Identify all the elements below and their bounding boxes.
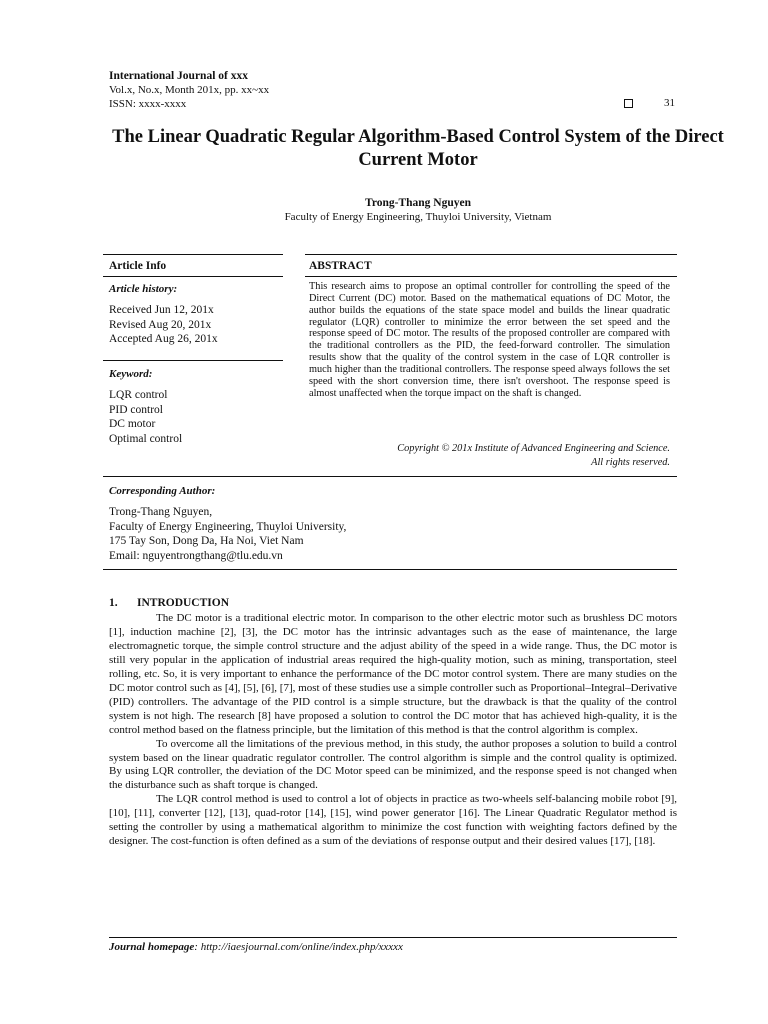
journal-homepage	[109, 941, 403, 953]
copyright-rights: All rights reserved.	[591, 457, 670, 468]
article-info-heading: Article Info	[109, 260, 167, 272]
paragraph: The LQR control method is used to control a lot of objects in practice as two-wheels self-balancing mobile robot [9], [10], [11], converter [12], [13], quad-rotor [14], [15], wind power generator [16]. The Linear Quadratic Regulator method is setting the controller by using a mathematical algorithm to minimize the cost function with weighting factors defined by the designer. The cost-function is often defined as a sum of the deviations of response output and their desired values [17], [18].	[109, 793, 677, 848]
copyright-notice	[309, 442, 670, 470]
keyword-item: LQR control	[109, 389, 168, 401]
section-number: 1.	[109, 597, 118, 609]
section-heading	[109, 597, 229, 609]
paragraph: The DC motor is a traditional electric motor. In comparison to the other electric motor such as brushless DC motors [1], induction machine [2], [3], the DC motor has the intrinsic advantages such as the ease of maintenance, the large electromagnetic torque, the simple control structure and the adjust ability of the speed in a wide range. Thus, the DC motor is still very popular in the application of industrial areas required the high-quality motion, such as mining, transportation, steel rolling, etc. So, it is very important to enhance the performance of the DC motor control system. There are many studies on the DC motor control such as [4], [5], [6], [7], most of these studies use a simple controller such as Proportional–Integral–Derivative (PID) controllers. The advantage of the PID control is a simple structure, but the drawback is that the quality of the control system is not high. The research [8] have proposed a solution to control the DC motor that has achieved high-quality, it is the control method based on the flatness principle, but the limitation of this method is that the control algorithm is complex.	[109, 612, 677, 736]
abstract-text: This research aims to propose an optimal controller for controlling the speed of the Direct Current (DC) motor. Based on the mathematical equations of DC Motor, the author builds the equations of the state space model and builds the linear quadratic regulator (LQR) controller to minimize the error between the set speed and the response speed of DC motor. The results of the proposed controller are compared with the traditional controllers as the PID, the feed-forward controller. The simulation results show that the quality of the control system in the case of LQR controller is much higher than the traditional controllers. The response speed always follows the set speed with the short conversion time, there isn't overshoot. The response speed is almost unaffected when the torque impact on the shaft is changed.	[309, 281, 670, 399]
keyword-item: PID control	[109, 403, 163, 416]
corresponding-address: 175 Tay Son, Dong Da, Ha Noi, Viet Nam	[109, 535, 304, 547]
corresponding-top-rule	[103, 476, 677, 477]
journal-issn: ISSN: xxxx-xxxx	[109, 98, 187, 110]
footer-rule	[109, 937, 677, 938]
article-info-rule	[103, 276, 283, 277]
abstract-rule	[305, 276, 677, 277]
keyword-list	[109, 388, 182, 446]
copyright-line: Copyright © 201x Institute of Advanced Engineering and Science.	[397, 443, 670, 454]
history-received: Received Jun 12, 201x	[109, 304, 214, 316]
homepage-link[interactable]: http://iaesjournal.com/online/index.php/xxxxx	[200, 941, 403, 953]
corresponding-email: Email: nguyentrongthang@tlu.edu.vn	[109, 549, 283, 562]
keyword-item: Optimal control	[109, 432, 183, 445]
abstract-heading: ABSTRACT	[309, 260, 372, 272]
introduction-body	[109, 612, 677, 849]
author-name: Trong-Thang Nguyen	[365, 197, 471, 209]
corresponding-bottom-rule	[103, 569, 677, 570]
keyword-label: Keyword:	[109, 368, 153, 380]
homepage-colon: :	[194, 941, 201, 953]
paper-title: The Linear Quadratic Regular Algorithm-Based Control System of the Direct Current Motor	[112, 127, 724, 170]
article-history-label: Article history:	[109, 283, 178, 295]
paragraph: To overcome all the limitations of the previous method, in this study, the author proposes a solution to build a control system based on the linear quadratic regulator controller. The control algorithm is simple and the control quality is optimized. By using LQR controller, the deviation of the DC Motor speed can be minimized, and the response speed is not changed when the disturbance such as shaft torque is changed.	[109, 737, 677, 792]
corresponding-author-label: Corresponding Author:	[109, 485, 216, 497]
journal-volume: Vol.x, No.x, Month 201x, pp. xx~xx	[109, 84, 270, 96]
history-accepted: Accepted Aug 26, 201x	[109, 333, 218, 345]
homepage-label: Journal homepage	[109, 941, 195, 953]
abstract-top-rule	[305, 254, 677, 255]
article-history	[109, 303, 218, 347]
section-title: INTRODUCTION	[137, 597, 230, 609]
article-info-top-rule	[103, 254, 283, 255]
page-number: 31	[664, 97, 675, 109]
history-revised: Revised Aug 20, 201x	[109, 318, 212, 331]
corresponding-faculty: Faculty of Energy Engineering, Thuyloi University,	[109, 520, 347, 533]
square-bullet-icon	[624, 99, 633, 108]
keyword-rule	[103, 360, 283, 361]
journal-name: International Journal of xxx	[109, 70, 248, 82]
corresponding-author-details	[109, 505, 346, 563]
corresponding-name: Trong-Thang Nguyen,	[109, 506, 213, 518]
author-affiliation: Faculty of Energy Engineering, Thuyloi University, Vietnam	[284, 211, 552, 223]
keyword-item: DC motor	[109, 418, 156, 430]
